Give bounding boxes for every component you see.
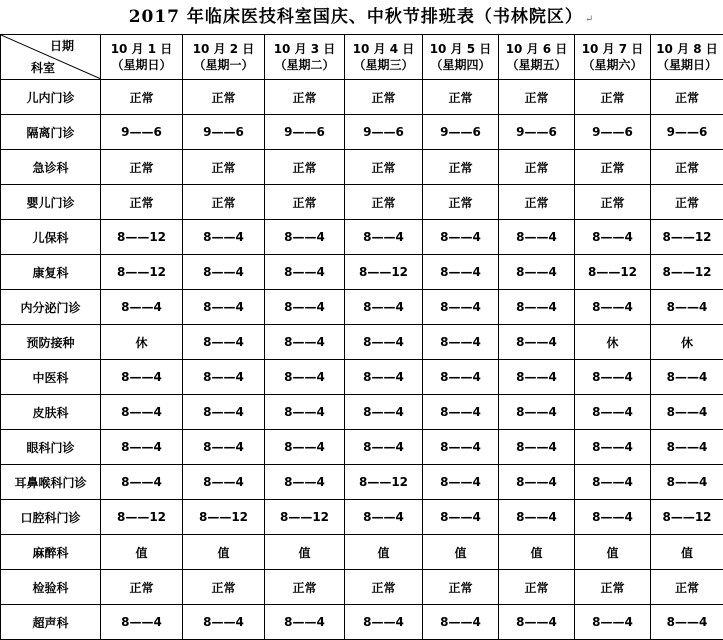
schedule-cell: 正常 [265,80,345,115]
schedule-cell: 9——6 [183,115,265,150]
schedule-cell: 8——4 [651,430,723,465]
date-label: 10 月 5 日 [430,42,492,56]
schedule-cell: 8——4 [423,465,499,500]
date-header-cell [651,35,723,80]
schedule-cell: 8——4 [651,465,723,500]
table-row [1,115,723,150]
schedule-cell: 8——4 [183,395,265,430]
schedule-cell: 8——4 [575,500,651,535]
schedule-cell: 正常 [575,150,651,185]
schedule-cell: 正常 [183,185,265,220]
schedule-cell: 休 [101,325,183,360]
schedule-cell: 正常 [499,80,575,115]
schedule-cell: 8——4 [183,605,265,640]
header-row [1,35,723,80]
schedule-cell: 8——4 [183,255,265,290]
paragraph-mark-icon: ↵ [585,14,594,25]
schedule-cell: 8——4 [101,605,183,640]
schedule-cell: 正常 [499,570,575,605]
date-label: 10 月 6 日 [506,42,568,56]
department-cell: 内分泌门诊 [1,290,101,325]
table-row [1,535,723,570]
schedule-cell: 8——4 [345,395,423,430]
schedule-cell: 正常 [101,570,183,605]
schedule-cell: 正常 [265,185,345,220]
date-header-cell [345,35,423,80]
schedule-cell: 8——4 [499,290,575,325]
schedule-cell: 8——4 [101,395,183,430]
schedule-cell: 8——4 [651,605,723,640]
date-label: 10 月 8 日 [656,42,718,56]
department-cell: 预防接种 [1,325,101,360]
schedule-cell: 8——4 [423,290,499,325]
schedule-cell: 8——4 [101,360,183,395]
schedule-cell: 8——4 [499,465,575,500]
schedule-cell: 8——4 [575,360,651,395]
department-cell: 儿保科 [1,220,101,255]
schedule-cell: 正常 [183,570,265,605]
schedule-cell: 值 [183,535,265,570]
schedule-cell: 8——12 [101,255,183,290]
schedule-cell: 8——4 [345,605,423,640]
schedule-cell: 正常 [499,150,575,185]
page-title-text: 2017 年临床医技科室国庆、中秋节排班表（书林院区） [129,7,583,27]
schedule-cell: 8——4 [499,605,575,640]
table-row [1,395,723,430]
schedule-cell: 8——12 [575,255,651,290]
schedule-cell: 8——4 [183,360,265,395]
schedule-cell: 8——4 [345,500,423,535]
schedule-cell: 值 [101,535,183,570]
department-cell: 超声科 [1,605,101,640]
schedule-cell: 8——4 [499,220,575,255]
schedule-cell: 正常 [345,185,423,220]
table-row [1,500,723,535]
table-row [1,570,723,605]
schedule-cell: 8——4 [575,290,651,325]
schedule-cell: 8——4 [575,395,651,430]
schedule-cell: 8——4 [575,220,651,255]
date-label: 10 月 3 日 [274,42,336,56]
schedule-cell: 8——4 [499,430,575,465]
schedule-cell: 8——4 [265,255,345,290]
schedule-cell: 8——12 [183,500,265,535]
schedule-cell: 8——4 [651,395,723,430]
department-cell: 隔离门诊 [1,115,101,150]
schedule-cell: 正常 [101,185,183,220]
schedule-cell: 8——4 [423,605,499,640]
schedule-cell: 正常 [651,570,723,605]
schedule-cell: 8——12 [101,220,183,255]
schedule-cell: 8——12 [651,220,723,255]
schedule-cell: 正常 [345,150,423,185]
corner-date-label: 日期 [50,38,74,54]
department-cell: 耳鼻喉科门诊 [1,465,101,500]
schedule-cell: 8——4 [499,500,575,535]
department-cell: 儿内门诊 [1,80,101,115]
schedule-cell: 8——4 [423,360,499,395]
department-cell: 急诊科 [1,150,101,185]
schedule-cell: 8——4 [345,430,423,465]
schedule-cell: 8——4 [575,465,651,500]
department-cell: 婴儿门诊 [1,185,101,220]
table-row [1,290,723,325]
weekday-label: （星期一） [193,58,253,72]
weekday-label: （星期二） [274,58,334,72]
table-row [1,325,723,360]
schedule-cell: 8——4 [651,360,723,395]
department-cell: 中医科 [1,360,101,395]
schedule-cell: 正常 [265,150,345,185]
schedule-cell: 8——4 [265,465,345,500]
schedule-cell: 8——4 [265,430,345,465]
schedule-cell: 正常 [265,570,345,605]
schedule-cell: 9——6 [423,115,499,150]
date-label: 10 月 2 日 [193,42,255,56]
schedule-cell: 8——4 [183,465,265,500]
schedule-cell: 8——4 [499,395,575,430]
department-cell: 皮肤科 [1,395,101,430]
schedule-cell: 值 [265,535,345,570]
schedule-cell: 8——4 [265,605,345,640]
schedule-cell: 8——4 [265,325,345,360]
schedule-cell: 正常 [651,150,723,185]
schedule-cell: 值 [651,535,723,570]
schedule-cell: 9——6 [575,115,651,150]
schedule-cell: 9——6 [345,115,423,150]
schedule-cell: 8——12 [345,255,423,290]
schedule-cell: 正常 [183,150,265,185]
schedule-cell: 8——4 [345,360,423,395]
table-row [1,465,723,500]
date-label: 10 月 1 日 [111,42,173,56]
department-cell: 麻醉科 [1,535,101,570]
schedule-cell: 值 [345,535,423,570]
schedule-cell: 正常 [575,80,651,115]
schedule-cell: 正常 [345,570,423,605]
date-header-cell [499,35,575,80]
schedule-cell: 8——4 [423,220,499,255]
schedule-cell: 8——12 [651,500,723,535]
schedule-cell: 休 [575,325,651,360]
date-header-cell [101,35,183,80]
schedule-cell: 9——6 [651,115,723,150]
schedule-cell: 正常 [101,80,183,115]
schedule-cell: 8——4 [345,220,423,255]
schedule-cell: 8——4 [423,430,499,465]
schedule-cell: 8——12 [265,500,345,535]
schedule-cell: 8——4 [265,290,345,325]
schedule-cell: 正常 [101,150,183,185]
table-row [1,80,723,115]
schedule-cell: 8——4 [651,290,723,325]
schedule-cell: 9——6 [265,115,345,150]
schedule-cell: 8——4 [345,290,423,325]
date-header-cell [265,35,345,80]
schedule-cell: 8——4 [499,325,575,360]
schedule-cell: 8——4 [101,465,183,500]
date-label: 10 月 4 日 [353,42,415,56]
schedule-cell: 正常 [183,80,265,115]
schedule-table [0,34,723,640]
schedule-cell: 正常 [499,185,575,220]
schedule-cell: 值 [575,535,651,570]
page-title [0,0,723,34]
schedule-cell: 正常 [575,185,651,220]
table-row [1,360,723,395]
schedule-cell: 8——4 [575,605,651,640]
table-row [1,150,723,185]
table-row [1,255,723,290]
schedule-cell: 8——4 [265,395,345,430]
department-cell: 康复科 [1,255,101,290]
schedule-cell: 正常 [423,570,499,605]
schedule-cell: 正常 [651,80,723,115]
schedule-cell: 8——4 [345,325,423,360]
schedule-cell: 正常 [423,80,499,115]
schedule-cell: 9——6 [499,115,575,150]
schedule-cell: 8——4 [183,290,265,325]
weekday-label: （星期六） [582,58,642,72]
schedule-cell: 8——4 [423,500,499,535]
schedule-cell: 8——4 [183,220,265,255]
weekday-label: （星期三） [353,58,413,72]
department-cell: 眼科门诊 [1,430,101,465]
schedule-cell: 正常 [423,185,499,220]
schedule-cell: 8——4 [423,395,499,430]
schedule-cell: 8——4 [575,430,651,465]
schedule-cell: 休 [651,325,723,360]
corner-dept-label: 科室 [31,60,55,76]
schedule-cell: 8——4 [499,255,575,290]
schedule-cell: 8——4 [423,325,499,360]
weekday-label: （星期日） [111,58,171,72]
weekday-label: （星期四） [430,58,490,72]
department-cell: 检验科 [1,570,101,605]
schedule-table-body [1,35,723,640]
table-row [1,605,723,640]
schedule-cell: 8——4 [101,290,183,325]
weekday-label: （星期日） [657,58,717,72]
schedule-cell: 8——4 [423,255,499,290]
schedule-cell: 8——4 [499,360,575,395]
table-row [1,430,723,465]
schedule-cell: 8——4 [265,360,345,395]
weekday-label: （星期五） [506,58,566,72]
table-row [1,220,723,255]
schedule-cell: 值 [423,535,499,570]
schedule-cell: 8——4 [183,325,265,360]
date-header-cell [575,35,651,80]
schedule-cell: 正常 [575,570,651,605]
date-label: 10 月 7 日 [582,42,644,56]
schedule-cell: 8——4 [265,220,345,255]
schedule-cell: 9——6 [101,115,183,150]
schedule-cell: 正常 [651,185,723,220]
schedule-cell: 8——12 [101,500,183,535]
schedule-cell: 8——4 [183,430,265,465]
date-header-cell [183,35,265,80]
corner-cell [1,35,101,80]
schedule-cell: 正常 [345,80,423,115]
schedule-cell: 8——12 [651,255,723,290]
department-cell: 口腔科门诊 [1,500,101,535]
schedule-cell: 8——12 [345,465,423,500]
schedule-cell: 8——4 [101,430,183,465]
schedule-cell: 值 [499,535,575,570]
date-header-cell [423,35,499,80]
table-row [1,185,723,220]
schedule-cell: 正常 [423,150,499,185]
